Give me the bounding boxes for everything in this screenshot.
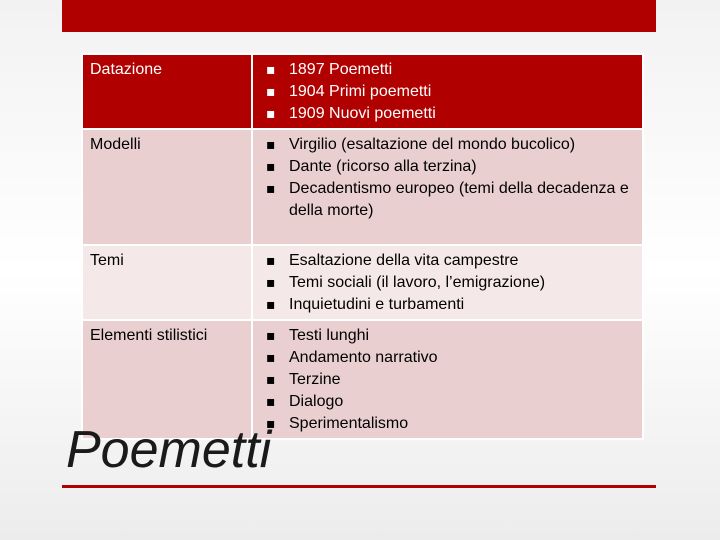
list-item: ▪ Andamento narrativo bbox=[259, 347, 636, 369]
slide-title: Poemetti bbox=[66, 421, 272, 479]
row-label: Modelli bbox=[82, 129, 252, 245]
bottom-accent-rule bbox=[62, 485, 656, 488]
bullet-list bbox=[259, 325, 636, 435]
list-item: ▪ Esaltazione della vita campestre bbox=[259, 250, 636, 272]
list-item: ▪ Dialogo bbox=[259, 391, 636, 413]
list-item: ▪ 1904 Primi poemetti bbox=[259, 81, 636, 103]
list-item: ▪ Terzine bbox=[259, 369, 636, 391]
row-content bbox=[252, 245, 643, 320]
list-item: ▪ 1897 Poemetti bbox=[259, 59, 636, 81]
row-label: Temi bbox=[82, 245, 252, 320]
row-content bbox=[252, 54, 643, 129]
list-item: ▪ Inquietudini e turbamenti bbox=[259, 294, 636, 316]
top-accent-bar bbox=[62, 0, 656, 32]
list-item: ▪ Dante (ricorso alla terzina) bbox=[259, 156, 636, 178]
row-label: Elementi stilistici bbox=[82, 320, 252, 439]
row-content bbox=[252, 129, 643, 245]
table-row-modelli bbox=[82, 129, 643, 245]
list-item: ▪ Decadentismo europeo (temi della decadenza e della morte) bbox=[259, 178, 636, 222]
list-item: ▪ 1909 Nuovi poemetti bbox=[259, 103, 636, 125]
table-row-datazione bbox=[82, 54, 643, 129]
row-label: Datazione bbox=[82, 54, 252, 129]
bullet-list bbox=[259, 250, 636, 316]
bullet-list bbox=[259, 59, 636, 125]
table-row-temi bbox=[82, 245, 643, 320]
poemetti-table bbox=[81, 53, 644, 440]
list-item: ▪ Sperimentalismo bbox=[259, 413, 636, 435]
list-item: ▪ Virgilio (esaltazione del mondo bucolico) bbox=[259, 134, 636, 156]
list-item: ▪ Temi sociali (il lavoro, l’emigrazione) bbox=[259, 272, 636, 294]
list-item: ▪ Testi lunghi bbox=[259, 325, 636, 347]
bullet-list bbox=[259, 134, 636, 222]
row-content bbox=[252, 320, 643, 439]
